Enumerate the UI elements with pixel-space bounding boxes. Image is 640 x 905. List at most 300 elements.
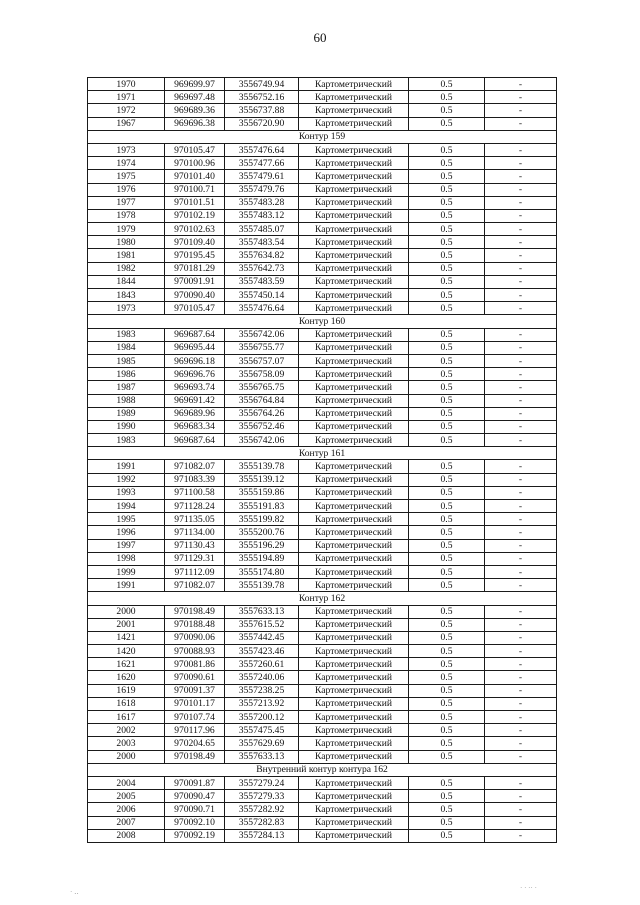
note-cell: - [485, 407, 557, 420]
point-number-cell: 1621 [88, 658, 165, 671]
scan-artifact-mark: · ‥ [70, 888, 79, 896]
accuracy-cell: 0.5 [409, 368, 485, 381]
accuracy-cell: 0.5 [409, 526, 485, 539]
method-cell: Картометрический [299, 223, 409, 236]
y-coordinate-cell: 3555200.76 [225, 526, 299, 539]
table-row [88, 486, 557, 499]
x-coordinate-cell: 970092.10 [165, 816, 225, 829]
x-coordinate-cell: 970109.40 [165, 236, 225, 249]
table-row [88, 249, 557, 262]
x-coordinate-cell: 970117.96 [165, 724, 225, 737]
table-row [88, 354, 557, 367]
x-coordinate-cell: 971100.58 [165, 486, 225, 499]
point-number-cell: 1996 [88, 526, 165, 539]
x-coordinate-cell: 971134.00 [165, 526, 225, 539]
y-coordinate-cell: 3555191.83 [225, 500, 299, 513]
y-coordinate-cell: 3557483.54 [225, 236, 299, 249]
x-coordinate-cell: 970198.49 [165, 750, 225, 763]
accuracy-cell: 0.5 [409, 157, 485, 170]
table-row [88, 381, 557, 394]
point-number-cell: 2005 [88, 790, 165, 803]
table-row [88, 143, 557, 156]
y-coordinate-cell: 3556737.88 [225, 104, 299, 117]
accuracy-cell: 0.5 [409, 78, 485, 91]
table-row [88, 816, 557, 829]
method-cell: Картометрический [299, 381, 409, 394]
accuracy-cell: 0.5 [409, 341, 485, 354]
point-number-cell: 2007 [88, 816, 165, 829]
method-cell: Картометрический [299, 328, 409, 341]
y-coordinate-cell: 3557213.92 [225, 697, 299, 710]
accuracy-cell: 0.5 [409, 275, 485, 288]
x-coordinate-cell: 970198.49 [165, 605, 225, 618]
y-coordinate-cell: 3556764.26 [225, 407, 299, 420]
method-cell: Картометрический [299, 776, 409, 789]
point-number-cell: 1970 [88, 78, 165, 91]
note-cell: - [485, 209, 557, 222]
table-row [88, 790, 557, 803]
accuracy-cell: 0.5 [409, 170, 485, 183]
point-number-cell: 1420 [88, 645, 165, 658]
y-coordinate-cell: 3555194.89 [225, 552, 299, 565]
method-cell: Картометрический [299, 420, 409, 433]
y-coordinate-cell: 3555139.78 [225, 579, 299, 592]
method-cell: Картометрический [299, 170, 409, 183]
method-cell: Картометрический [299, 829, 409, 842]
y-coordinate-cell: 3556757.07 [225, 354, 299, 367]
method-cell: Картометрический [299, 737, 409, 750]
table-row [88, 341, 557, 354]
table-row [88, 196, 557, 209]
method-cell: Картометрический [299, 790, 409, 803]
accuracy-cell: 0.5 [409, 223, 485, 236]
table-row [88, 645, 557, 658]
x-coordinate-cell: 971135.05 [165, 513, 225, 526]
y-coordinate-cell: 3556765.75 [225, 381, 299, 394]
y-coordinate-cell: 3556749.94 [225, 78, 299, 91]
note-cell: - [485, 275, 557, 288]
method-cell: Картометрический [299, 565, 409, 578]
table-row [88, 183, 557, 196]
note-cell: - [485, 196, 557, 209]
note-cell: - [485, 829, 557, 842]
note-cell: - [485, 91, 557, 104]
method-cell: Картометрический [299, 816, 409, 829]
x-coordinate-cell: 969689.96 [165, 407, 225, 420]
note-cell: - [485, 143, 557, 156]
x-coordinate-cell: 969696.76 [165, 368, 225, 381]
note-cell: - [485, 223, 557, 236]
method-cell: Картометрический [299, 407, 409, 420]
table-row [88, 91, 557, 104]
table-row [88, 776, 557, 789]
point-number-cell: 1981 [88, 249, 165, 262]
x-coordinate-cell: 970090.06 [165, 631, 225, 644]
table-row [88, 829, 557, 842]
accuracy-cell: 0.5 [409, 117, 485, 130]
y-coordinate-cell: 3557238.25 [225, 684, 299, 697]
accuracy-cell: 0.5 [409, 645, 485, 658]
coordinates-table-body [88, 78, 557, 843]
point-number-cell: 2004 [88, 776, 165, 789]
method-cell: Картометрический [299, 143, 409, 156]
x-coordinate-cell: 970105.47 [165, 143, 225, 156]
y-coordinate-cell: 3557629.69 [225, 737, 299, 750]
accuracy-cell: 0.5 [409, 776, 485, 789]
note-cell: - [485, 368, 557, 381]
point-number-cell: 1985 [88, 354, 165, 367]
table-row [88, 539, 557, 552]
x-coordinate-cell: 970195.45 [165, 249, 225, 262]
point-number-cell: 1983 [88, 434, 165, 447]
x-coordinate-cell: 971129.31 [165, 552, 225, 565]
accuracy-cell: 0.5 [409, 750, 485, 763]
y-coordinate-cell: 3555139.78 [225, 460, 299, 473]
y-coordinate-cell: 3557200.12 [225, 711, 299, 724]
x-coordinate-cell: 970101.40 [165, 170, 225, 183]
method-cell: Картометрический [299, 460, 409, 473]
point-number-cell: 1974 [88, 157, 165, 170]
y-coordinate-cell: 3557485.07 [225, 223, 299, 236]
point-number-cell: 2008 [88, 829, 165, 842]
note-cell: - [485, 486, 557, 499]
y-coordinate-cell: 3557633.13 [225, 605, 299, 618]
note-cell: - [485, 618, 557, 631]
note-cell: - [485, 262, 557, 275]
x-coordinate-cell: 971082.07 [165, 460, 225, 473]
point-number-cell: 1844 [88, 275, 165, 288]
table-row [88, 434, 557, 447]
note-cell: - [485, 354, 557, 367]
y-coordinate-cell: 3557423.46 [225, 645, 299, 658]
contour-header-row [88, 592, 557, 605]
contour-title: Контур 161 [88, 447, 557, 460]
table-row [88, 157, 557, 170]
accuracy-cell: 0.5 [409, 697, 485, 710]
method-cell: Картометрический [299, 618, 409, 631]
x-coordinate-cell: 970100.96 [165, 157, 225, 170]
y-coordinate-cell: 3557476.64 [225, 302, 299, 315]
accuracy-cell: 0.5 [409, 711, 485, 724]
point-number-cell: 2003 [88, 737, 165, 750]
x-coordinate-cell: 969699.97 [165, 78, 225, 91]
table-row [88, 460, 557, 473]
accuracy-cell: 0.5 [409, 91, 485, 104]
accuracy-cell: 0.5 [409, 143, 485, 156]
x-coordinate-cell: 969683.34 [165, 420, 225, 433]
table-row [88, 552, 557, 565]
point-number-cell: 1979 [88, 223, 165, 236]
x-coordinate-cell: 970101.51 [165, 196, 225, 209]
accuracy-cell: 0.5 [409, 104, 485, 117]
point-number-cell: 1975 [88, 170, 165, 183]
y-coordinate-cell: 3557442.45 [225, 631, 299, 644]
method-cell: Картометрический [299, 724, 409, 737]
table-row [88, 223, 557, 236]
x-coordinate-cell: 970102.63 [165, 223, 225, 236]
method-cell: Картометрический [299, 579, 409, 592]
point-number-cell: 1997 [88, 539, 165, 552]
point-number-cell: 1983 [88, 328, 165, 341]
coordinates-table [87, 77, 557, 843]
point-number-cell: 1421 [88, 631, 165, 644]
y-coordinate-cell: 3557476.64 [225, 143, 299, 156]
note-cell: - [485, 394, 557, 407]
accuracy-cell: 0.5 [409, 724, 485, 737]
method-cell: Картометрический [299, 539, 409, 552]
note-cell: - [485, 711, 557, 724]
point-number-cell: 2001 [88, 618, 165, 631]
method-cell: Картометрический [299, 513, 409, 526]
table-row [88, 605, 557, 618]
accuracy-cell: 0.5 [409, 618, 485, 631]
note-cell: - [485, 500, 557, 513]
note-cell: - [485, 671, 557, 684]
note-cell: - [485, 420, 557, 433]
note-cell: - [485, 104, 557, 117]
point-number-cell: 1998 [88, 552, 165, 565]
note-cell: - [485, 605, 557, 618]
accuracy-cell: 0.5 [409, 302, 485, 315]
accuracy-cell: 0.5 [409, 249, 485, 262]
y-coordinate-cell: 3555199.82 [225, 513, 299, 526]
method-cell: Картометрический [299, 368, 409, 381]
method-cell: Картометрический [299, 658, 409, 671]
table-row [88, 513, 557, 526]
accuracy-cell: 0.5 [409, 565, 485, 578]
note-cell: - [485, 328, 557, 341]
x-coordinate-cell: 970181.29 [165, 262, 225, 275]
x-coordinate-cell: 970101.17 [165, 697, 225, 710]
point-number-cell: 1619 [88, 684, 165, 697]
point-number-cell: 1980 [88, 236, 165, 249]
x-coordinate-cell: 970081.86 [165, 658, 225, 671]
contour-title: Контур 159 [88, 130, 557, 143]
method-cell: Картометрический [299, 117, 409, 130]
point-number-cell: 1986 [88, 368, 165, 381]
y-coordinate-cell: 3557282.92 [225, 803, 299, 816]
y-coordinate-cell: 3557483.28 [225, 196, 299, 209]
table-row [88, 671, 557, 684]
y-coordinate-cell: 3555159.86 [225, 486, 299, 499]
method-cell: Картометрический [299, 196, 409, 209]
method-cell: Картометрический [299, 354, 409, 367]
point-number-cell: 1967 [88, 117, 165, 130]
accuracy-cell: 0.5 [409, 816, 485, 829]
method-cell: Картометрический [299, 262, 409, 275]
table-row [88, 78, 557, 91]
method-cell: Картометрический [299, 486, 409, 499]
accuracy-cell: 0.5 [409, 500, 485, 513]
point-number-cell: 1990 [88, 420, 165, 433]
y-coordinate-cell: 3557633.13 [225, 750, 299, 763]
method-cell: Картометрический [299, 671, 409, 684]
method-cell: Картометрический [299, 104, 409, 117]
table-row [88, 368, 557, 381]
table-row [88, 473, 557, 486]
method-cell: Картометрический [299, 91, 409, 104]
method-cell: Картометрический [299, 157, 409, 170]
accuracy-cell: 0.5 [409, 460, 485, 473]
accuracy-cell: 0.5 [409, 513, 485, 526]
x-coordinate-cell: 969689.36 [165, 104, 225, 117]
accuracy-cell: 0.5 [409, 183, 485, 196]
point-number-cell: 1991 [88, 460, 165, 473]
accuracy-cell: 0.5 [409, 829, 485, 842]
accuracy-cell: 0.5 [409, 737, 485, 750]
x-coordinate-cell: 970091.91 [165, 275, 225, 288]
accuracy-cell: 0.5 [409, 486, 485, 499]
table-row [88, 420, 557, 433]
point-number-cell: 2000 [88, 605, 165, 618]
point-number-cell: 1987 [88, 381, 165, 394]
y-coordinate-cell: 3557483.12 [225, 209, 299, 222]
table-row [88, 262, 557, 275]
note-cell: - [485, 78, 557, 91]
accuracy-cell: 0.5 [409, 354, 485, 367]
x-coordinate-cell: 969687.64 [165, 328, 225, 341]
point-number-cell: 1973 [88, 302, 165, 315]
point-number-cell: 1993 [88, 486, 165, 499]
contour-title: Контур 160 [88, 315, 557, 328]
method-cell: Картометрический [299, 750, 409, 763]
point-number-cell: 2006 [88, 803, 165, 816]
x-coordinate-cell: 971128.24 [165, 500, 225, 513]
point-number-cell: 1843 [88, 289, 165, 302]
note-cell: - [485, 565, 557, 578]
scan-artifact-mark: · · ·· · [520, 884, 537, 892]
x-coordinate-cell: 969691.42 [165, 394, 225, 407]
accuracy-cell: 0.5 [409, 658, 485, 671]
point-number-cell: 1991 [88, 579, 165, 592]
table-row [88, 724, 557, 737]
x-coordinate-cell: 970090.47 [165, 790, 225, 803]
method-cell: Картометрический [299, 275, 409, 288]
accuracy-cell: 0.5 [409, 671, 485, 684]
note-cell: - [485, 117, 557, 130]
y-coordinate-cell: 3556742.06 [225, 434, 299, 447]
note-cell: - [485, 183, 557, 196]
point-number-cell: 1976 [88, 183, 165, 196]
y-coordinate-cell: 3557483.59 [225, 275, 299, 288]
table-row [88, 697, 557, 710]
contour-header-row [88, 763, 557, 776]
y-coordinate-cell: 3557260.61 [225, 658, 299, 671]
x-coordinate-cell: 969697.48 [165, 91, 225, 104]
note-cell: - [485, 526, 557, 539]
y-coordinate-cell: 3556752.46 [225, 420, 299, 433]
method-cell: Картометрический [299, 631, 409, 644]
accuracy-cell: 0.5 [409, 605, 485, 618]
point-number-cell: 1971 [88, 91, 165, 104]
accuracy-cell: 0.5 [409, 236, 485, 249]
accuracy-cell: 0.5 [409, 394, 485, 407]
table-row [88, 104, 557, 117]
note-cell: - [485, 645, 557, 658]
x-coordinate-cell: 970091.37 [165, 684, 225, 697]
point-number-cell: 1977 [88, 196, 165, 209]
note-cell: - [485, 631, 557, 644]
point-number-cell: 1992 [88, 473, 165, 486]
point-number-cell: 1994 [88, 500, 165, 513]
y-coordinate-cell: 3557279.33 [225, 790, 299, 803]
note-cell: - [485, 539, 557, 552]
y-coordinate-cell: 3556764.84 [225, 394, 299, 407]
method-cell: Картометрический [299, 684, 409, 697]
table-row [88, 302, 557, 315]
note-cell: - [485, 381, 557, 394]
accuracy-cell: 0.5 [409, 552, 485, 565]
method-cell: Картометрический [299, 645, 409, 658]
note-cell: - [485, 289, 557, 302]
method-cell: Картометрический [299, 341, 409, 354]
y-coordinate-cell: 3557642.73 [225, 262, 299, 275]
accuracy-cell: 0.5 [409, 407, 485, 420]
table-row [88, 711, 557, 724]
point-number-cell: 1620 [88, 671, 165, 684]
y-coordinate-cell: 3557479.76 [225, 183, 299, 196]
x-coordinate-cell: 970092.19 [165, 829, 225, 842]
accuracy-cell: 0.5 [409, 328, 485, 341]
y-coordinate-cell: 3557282.83 [225, 816, 299, 829]
y-coordinate-cell: 3557615.52 [225, 618, 299, 631]
note-cell: - [485, 724, 557, 737]
note-cell: - [485, 816, 557, 829]
x-coordinate-cell: 970188.48 [165, 618, 225, 631]
table-row [88, 289, 557, 302]
note-cell: - [485, 790, 557, 803]
point-number-cell: 1978 [88, 209, 165, 222]
table-row [88, 117, 557, 130]
note-cell: - [485, 460, 557, 473]
point-number-cell: 1984 [88, 341, 165, 354]
point-number-cell: 1988 [88, 394, 165, 407]
contour-title: Контур 162 [88, 592, 557, 605]
method-cell: Картометрический [299, 183, 409, 196]
method-cell: Картометрический [299, 434, 409, 447]
accuracy-cell: 0.5 [409, 196, 485, 209]
point-number-cell: 1618 [88, 697, 165, 710]
table-row [88, 684, 557, 697]
method-cell: Картометрический [299, 302, 409, 315]
method-cell: Картометрический [299, 236, 409, 249]
y-coordinate-cell: 3557450.14 [225, 289, 299, 302]
y-coordinate-cell: 3556752.16 [225, 91, 299, 104]
y-coordinate-cell: 3557279.24 [225, 776, 299, 789]
y-coordinate-cell: 3557284.13 [225, 829, 299, 842]
accuracy-cell: 0.5 [409, 631, 485, 644]
table-row [88, 631, 557, 644]
x-coordinate-cell: 969687.64 [165, 434, 225, 447]
y-coordinate-cell: 3556720.90 [225, 117, 299, 130]
y-coordinate-cell: 3557240.06 [225, 671, 299, 684]
accuracy-cell: 0.5 [409, 579, 485, 592]
y-coordinate-cell: 3555174.80 [225, 565, 299, 578]
point-number-cell: 1617 [88, 711, 165, 724]
note-cell: - [485, 658, 557, 671]
table-row [88, 328, 557, 341]
note-cell: - [485, 579, 557, 592]
contour-title: Внутренний контур контура 162 [88, 763, 557, 776]
x-coordinate-cell: 969696.18 [165, 354, 225, 367]
x-coordinate-cell: 970107.74 [165, 711, 225, 724]
x-coordinate-cell: 971130.43 [165, 539, 225, 552]
y-coordinate-cell: 3556758.09 [225, 368, 299, 381]
point-number-cell: 2000 [88, 750, 165, 763]
note-cell: - [485, 236, 557, 249]
accuracy-cell: 0.5 [409, 473, 485, 486]
point-number-cell: 1989 [88, 407, 165, 420]
